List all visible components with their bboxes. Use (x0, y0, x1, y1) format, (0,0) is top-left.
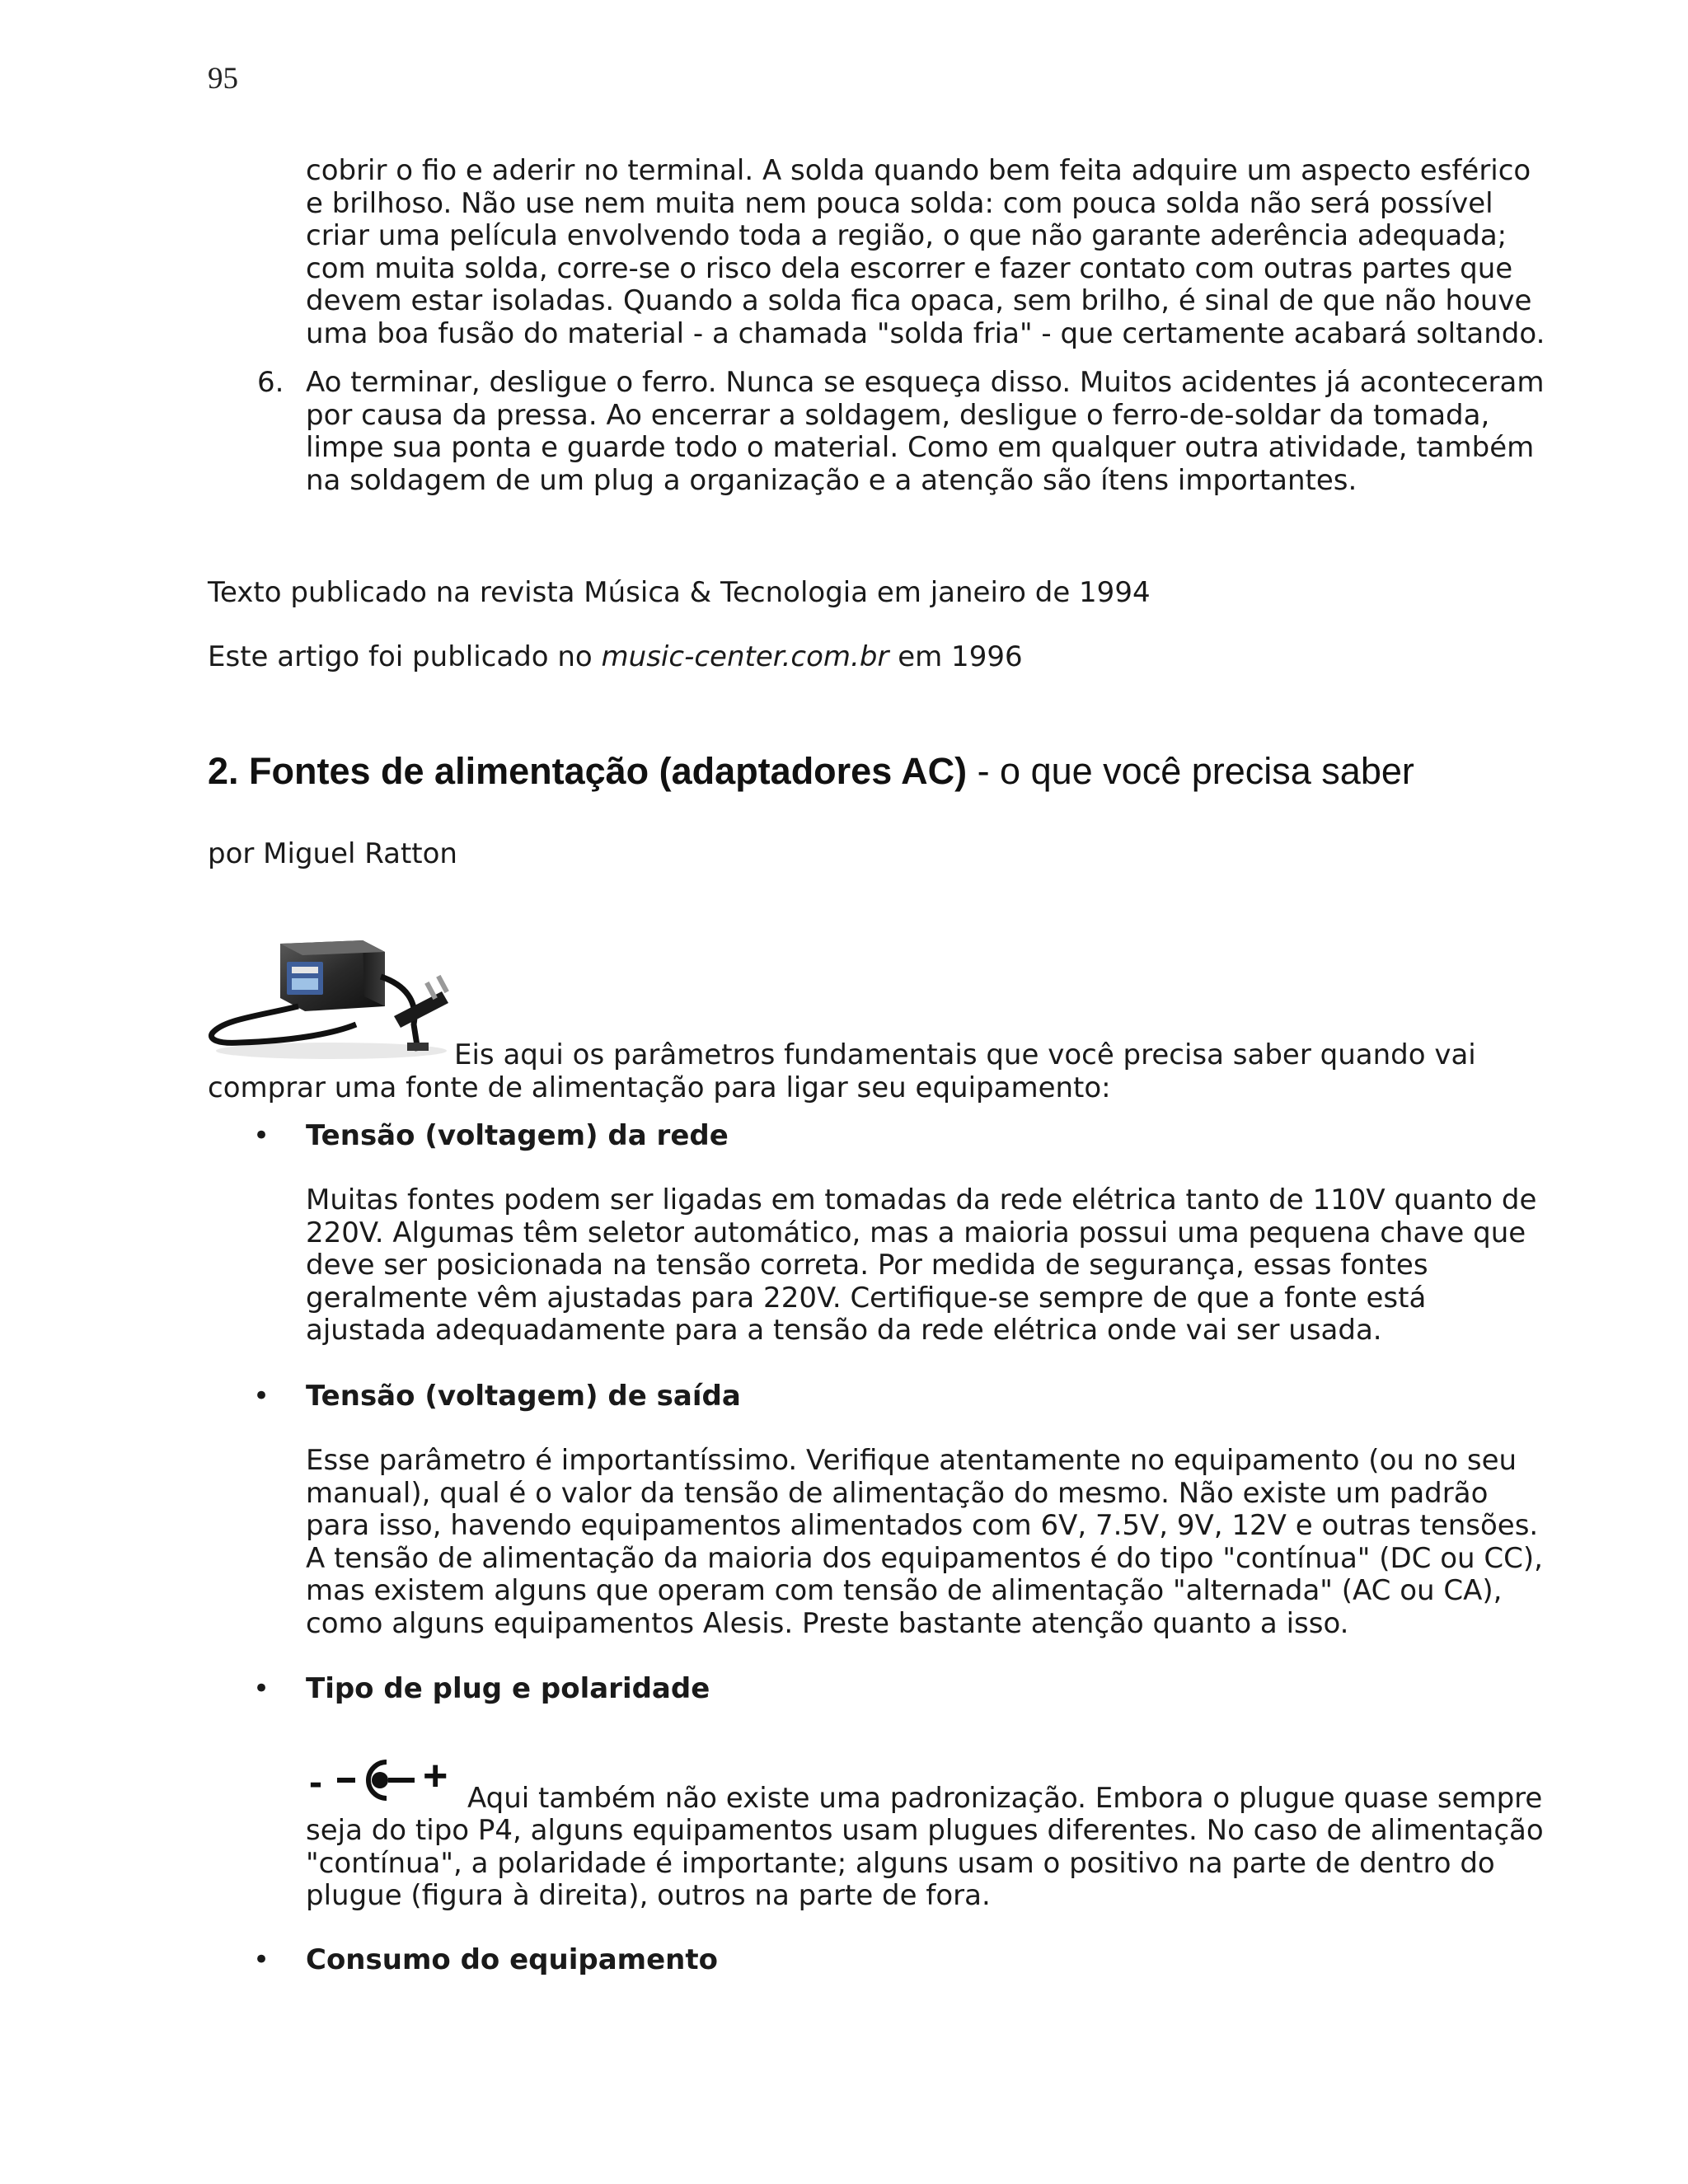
text-line: por causa da pressa. Ao encerrar a soldagem, desligue o ferro-de-soldar da tomada, (306, 398, 1490, 432)
text-line: uma boa fusão do material - a chamada "solda fria" - que certamente acabará soltando. (306, 316, 1545, 350)
text-line: geralmente vêm ajustadas para 220V. Certifique-se sempre de que a fonte está (306, 1281, 1427, 1315)
text-line: A tensão de alimentação da maioria dos equipamentos é do tipo "contínua" (DC ou CC), (306, 1541, 1543, 1575)
section-heading (208, 750, 1414, 793)
text-line: mas existem alguns que operam com tensão de alimentação "alternada" (AC ou CA), (306, 1574, 1503, 1607)
intro-line-1: Eis aqui os parâmetros fundamentais que você precisa saber quando vai (454, 1038, 1476, 1071)
site-credit-suffix: em 1996 (889, 640, 1023, 673)
site-name: music-center.com.br (601, 640, 889, 673)
bullet-marker: • (253, 1119, 270, 1152)
power-adapter-photo (208, 927, 455, 1063)
bullet-body-mains-voltage (306, 1184, 1536, 1347)
site-credit-prefix: Este artigo foi publicado no (208, 640, 602, 673)
bullet-marker: • (253, 1380, 270, 1413)
section-heading-bold: 2. Fontes de alimentação (adaptadores AC) (208, 750, 968, 792)
text-line: na soldagem de um plug a organização e a atenção são ítens importantes. (306, 463, 1357, 497)
text-line: "contínua", a polaridade é importante; alguns usam o positivo na parte de dentro do (306, 1846, 1495, 1880)
text-line: devem estar isoladas. Quando a solda fica opaca, sem brilho, é sinal de que não houve (306, 284, 1532, 317)
bullet-title-mains-voltage: Tensão (voltagem) da rede (306, 1119, 729, 1152)
text-line: plugue (figura à direita), outros na parte de fora. (306, 1879, 991, 1912)
text-line: Ao terminar, desligue o ferro. Nunca se esqueça disso. Muitos acidentes já aconteceram (306, 366, 1545, 399)
site-credit (208, 641, 1023, 674)
bullet-title-output-voltage: Tensão (voltagem) de saída (306, 1380, 741, 1413)
polarity-plus: + (423, 1754, 448, 1800)
polarity-minus: - (309, 1760, 322, 1804)
bullet-marker: • (253, 1672, 270, 1705)
page-number: 95 (208, 62, 238, 96)
text-line: Muitas fontes podem ser ligadas em tomadas da rede elétrica tanto de 110V quanto de (306, 1183, 1537, 1216)
continuation-paragraph (306, 155, 1545, 350)
intro-line-2: comprar uma fonte de alimentação para ligar seu equipamento: (208, 1071, 1111, 1104)
text-line: seja do tipo P4, alguns equipamentos usam plugues diferentes. No caso de alimentação (306, 1814, 1544, 1847)
bullet-body-output-voltage (306, 1445, 1543, 1640)
text-line: com muita solda, corre-se o risco dela escorrer e fazer contato com outras partes que (306, 251, 1513, 285)
text-line: deve ser posicionada na tensão correta. Por medida de segurança, essas fontes (306, 1249, 1428, 1282)
text-line: Esse parâmetro é importantíssimo. Verifique atentamente no equipamento (ou no seu (306, 1444, 1517, 1477)
text-line: 220V. Algumas têm seletor automático, mas a maioria possui uma pequena chave que (306, 1216, 1526, 1249)
polarity-symbol-icon (307, 1754, 469, 1810)
plug-text-line-1: Aqui também não existe uma padronização. Embora o plugue quase sempre (467, 1782, 1543, 1815)
section-heading-rest: - o que você precisa saber (967, 750, 1414, 792)
publication-credit: Texto publicado na revista Música & Tecnologia em janeiro de 1994 (208, 576, 1151, 609)
bullet-title-plug-polarity: Tipo de plug e polaridade (306, 1672, 710, 1705)
text-line: ajustada adequadamente para a tensão da rede elétrica onde vai ser usada. (306, 1314, 1382, 1347)
list-item-6-text (306, 367, 1544, 497)
bullet-marker: • (253, 1943, 270, 1976)
text-line: como alguns equipamentos Alesis. Preste bastante atenção quanto a isso. (306, 1606, 1349, 1640)
author-line: por Miguel Ratton (208, 837, 457, 870)
text-line: limpe sua ponta e guarde todo o material. Como em qualquer outra atividade, também (306, 431, 1535, 464)
text-line: manual), qual é o valor da tensão de alimentação do mesmo. Não existe um padrão (306, 1476, 1489, 1510)
bullet-title-consumption: Consumo do equipamento (306, 1943, 718, 1976)
bullet-body-plug-polarity (306, 1815, 1544, 1913)
text-line: criar uma película envolvendo toda a região, o que não garante aderência adequada; (306, 219, 1507, 252)
list-number: 6. (257, 366, 284, 399)
text-line: cobrir o fio e aderir no terminal. A solda quando bem feita adquire um aspecto esférico (306, 154, 1531, 187)
text-line: para isso, havendo equipamentos alimentados com 6V, 7.5V, 9V, 12V e outras tensões. (306, 1509, 1539, 1542)
text-line: e brilhoso. Não use nem muita nem pouca solda: com pouca solda não será possível (306, 186, 1493, 220)
